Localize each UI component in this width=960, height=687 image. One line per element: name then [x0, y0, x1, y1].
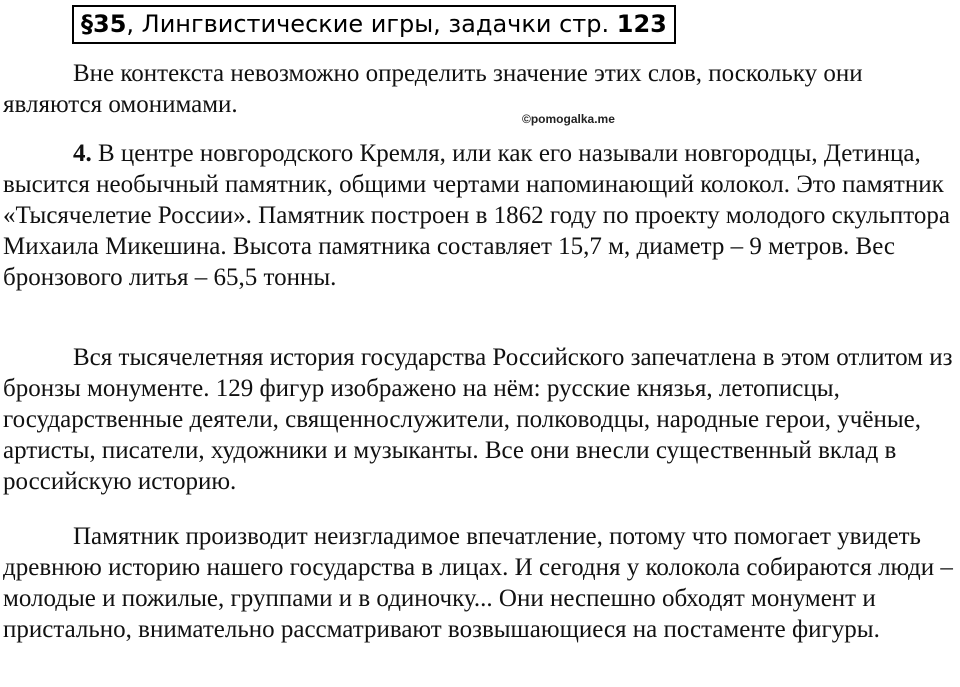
watermark: ©pomogalka.me [522, 112, 615, 126]
section-number: §35 [81, 10, 127, 38]
paragraph-4: Памятник производит неизгладимое впечатление, потому что помогает увидеть древнюю историю нашего государства в лицах. И сегодня у колокола собираются люди – молодые и пожилые, группами и в одиночку... Они неспешно обходят монумент и пристально, внимательно рассматривают возвышающиеся на постаменте фигуры. [3, 523, 953, 643]
section-title: , Лингвистические игры, задачки стр. [126, 10, 617, 38]
paragraph-1: Вне контекста невозможно определить значение этих слов, поскольку они являются омонимами. [3, 60, 863, 118]
paragraph-2 [3, 138, 958, 293]
paragraph-2-text: В центре новгородского Кремля, или как его называли новгородцы, Детинца, высится необычный памятник, общими чертами напоминающий колокол. Это памятник «Тысячелетие России». Памятник построен в 1862 году по проекту молодого скульптора Михаила Микешина. Высота памятника составляет 15,7 м, диаметр – 9 метров. Вес бронзового литья – 65,5 тонны. [3, 140, 950, 291]
exercise-number: 4. [73, 140, 92, 167]
page-number: 123 [616, 10, 667, 38]
paragraph-3: Вся тысячелетняя история государства Российского запечатлена в этом отлитом из бронзы монументе. 129 фигур изображено на нём: русские князья, летописцы, государственные деятели, священнослужители, полководцы, народные герои, учёные, артисты, писатели, художники и музыканты. Все они внесли существенный вклад в российскую историю. [3, 344, 953, 495]
section-header [72, 5, 676, 44]
